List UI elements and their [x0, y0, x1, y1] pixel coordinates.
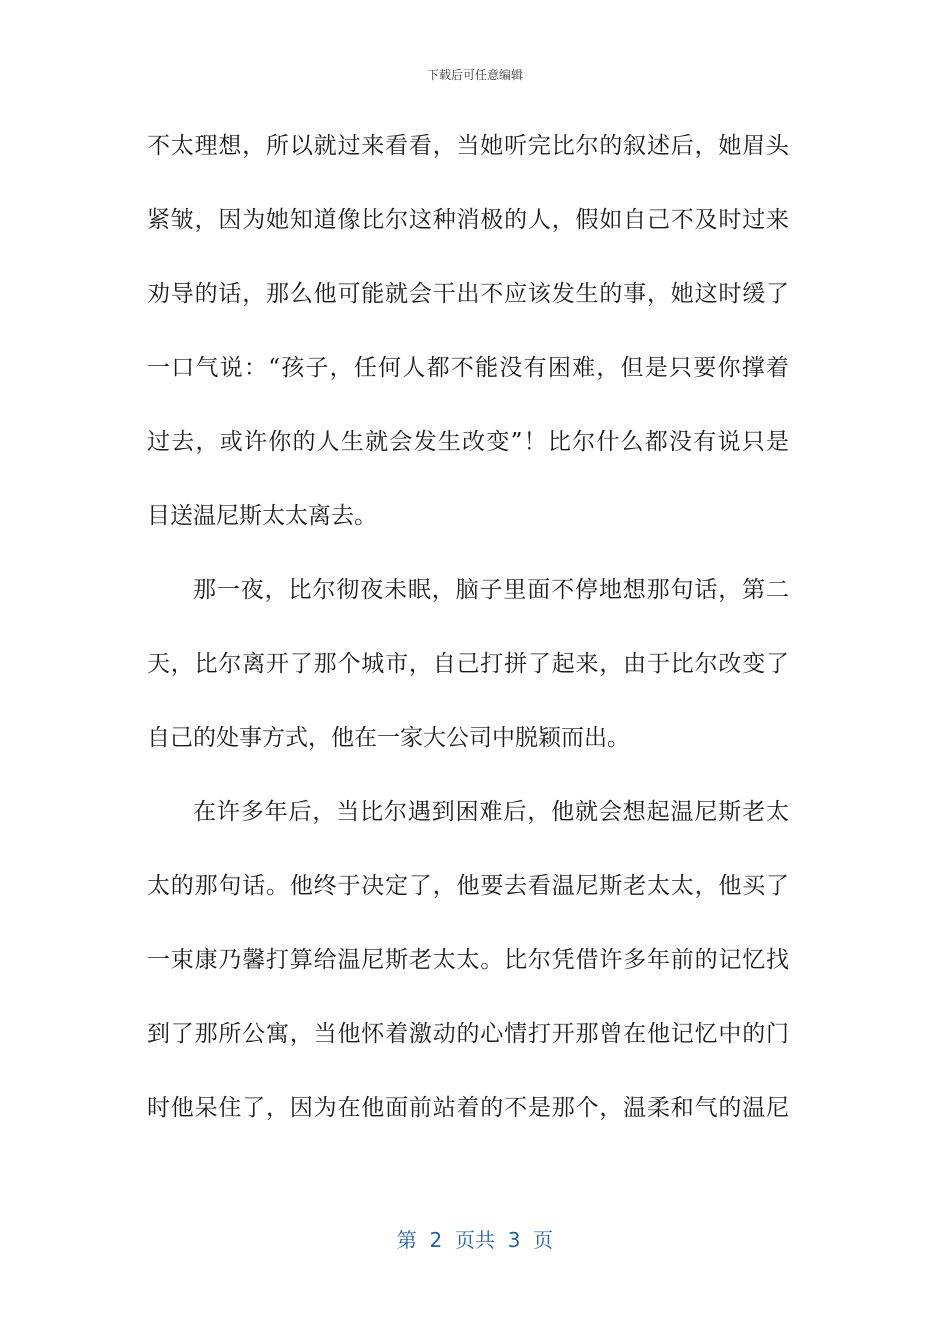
text-line: 紧皱，因为她知道像比尔这种消极的人，假如自己不及时过来 [147, 207, 789, 233]
text-line: 到了那所公寓，当他怀着激动的心情打开那曾在他记忆中的门 [147, 1021, 789, 1047]
text-line: 一束康乃馨打算给温尼斯老太太。比尔凭借许多年前的记忆找 [147, 947, 789, 973]
text-line: 目送温尼斯太太离去。 [147, 503, 377, 529]
text-line: 时他呆住了，因为在他面前站着的不是那个，温柔和气的温尼 [147, 1095, 789, 1121]
document-body [147, 118, 789, 1154]
text-line: 天，比尔离开了那个城市，自己打拼了起来，由于比尔改变了 [147, 651, 789, 677]
paragraph-3 [147, 784, 789, 1154]
text-line: 在许多年后，当比尔遇到困难后，他就会想起温尼斯老太 [193, 799, 789, 825]
text-line: 劝导的话，那么他可能就会干出不应该发生的事，她这时缓了 [147, 281, 789, 307]
page-number-footer: 第 2 页共 3 页 [396, 1228, 554, 1252]
text-line: 太的那句话。他终于决定了，他要去看温尼斯老太太，他买了 [147, 873, 789, 899]
text-line: 那一夜，比尔彻夜未眠，脑子里面不停地想那句话，第二 [193, 577, 789, 603]
text-line: 不太理想，所以就过来看看，当她听完比尔的叙述后，她眉头 [147, 133, 789, 159]
text-line: 自己的处事方式，他在一家大公司中脱颖而出。 [147, 725, 630, 751]
paragraph-2 [147, 562, 789, 784]
text-line: 一口气说：“孩子，任何人都不能没有困难，但是只要你撑着 [147, 355, 789, 381]
page-header: 下载后可任意编辑 [426, 68, 523, 82]
text-line: 过去，或许你的人生就会发生改变”！比尔什么都没有说只是 [147, 429, 789, 455]
paragraph-1 [147, 118, 789, 562]
